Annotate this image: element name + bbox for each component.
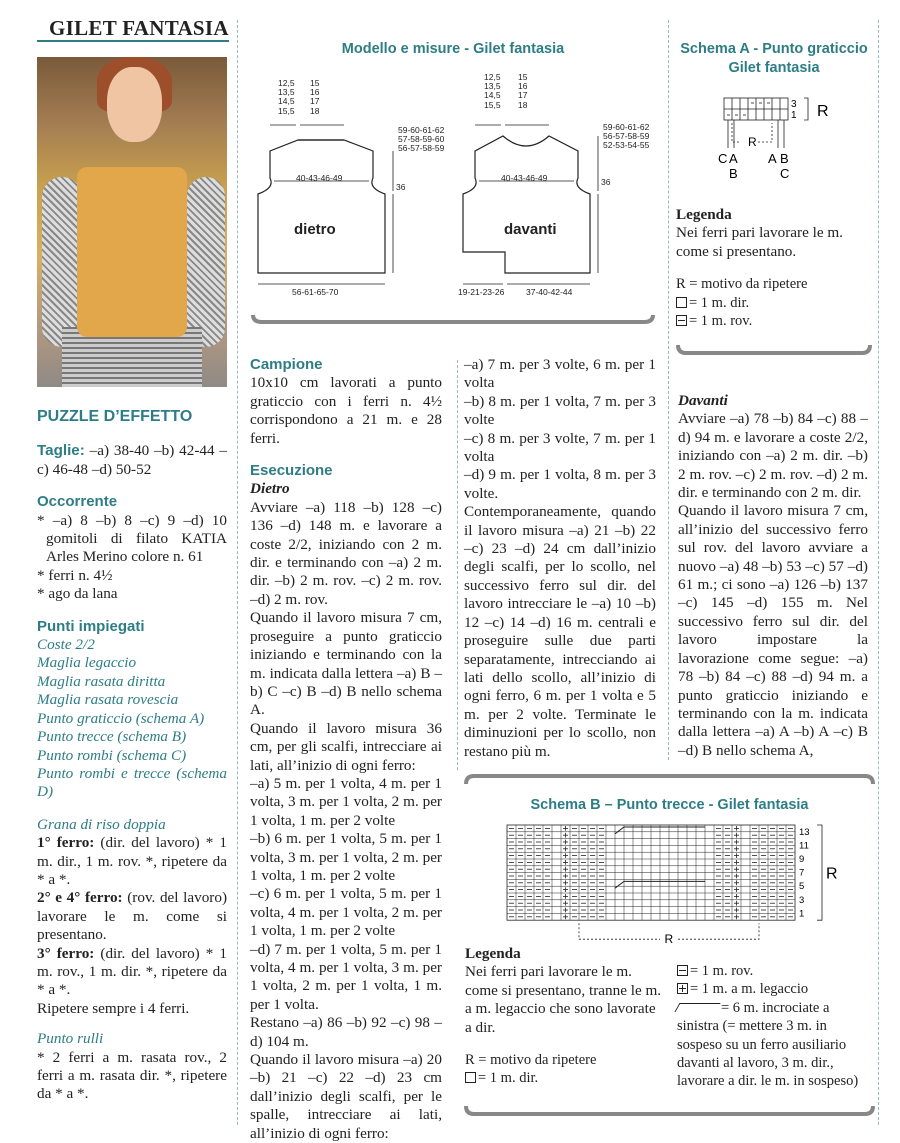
punto-item: Punto trecce (schema B) [37,728,187,746]
row-number: 5 [799,881,805,893]
svg-text:A: A [729,151,738,166]
svg-text:A: A [768,151,777,166]
punto-item: Punto graticcio (schema A) [37,709,205,727]
schema-a-title: Schema A - Punto graticcio Gilet fantasia [680,41,868,76]
divider [668,20,669,760]
legaccio-stitch-icon [677,983,688,994]
repeat-r-bottom: R [748,135,757,149]
campione-heading: Campione [250,356,323,373]
svg-text:B: B [729,166,738,181]
punto-item: Maglia rasata rovescia [37,691,179,709]
modello-box [248,28,658,328]
svg-text:B: B [780,151,789,166]
paragraph: Avviare –a) 78 –b) 84 –c) 88 –d) 94 m. e lavorare a coste 2/2, iniziando con –a) 2 m. dir. –b) 2 m. rov. –c) 2 m. rov. –d) 2 m. dir. e terminando con 2 m. dir. [678,410,868,502]
dietro-height: 36 [396,182,406,192]
paragraph: –c) 6 m. per 1 volta, 5 m. per 1 volta, 4 m. per 1 volta, 2 m. per 1 volta, 1 m. per 2 volte [250,885,442,940]
schema-a-legend [676,206,872,330]
scroll-curl [462,1102,877,1122]
grana-row: 2° e 4° ferro: (rov. del lavoro) lavorare le m. come si presentano. [37,889,228,944]
paragraph: Avviare –a) 118 –b) 128 –c) 136 –d) 148 m. e lavorare a coste 2/2, iniziando con 2 m. dir. e terminando con –a) 2 m. dir. –b) 2 m. rov. –c) 2 m. rov. –d) 2 m. rov. [250,498,442,608]
row-number: 11 [799,840,809,852]
paragraph: –c) 8 m. per 3 volte, 7 m. per 1 volta [464,429,656,466]
davanti-width-1: 19-21-23-26 [458,287,505,297]
davanti-chest: 40-43-46-49 [501,173,548,183]
paragraph: Quando il lavoro misura 36 cm, per gli scalfi, intrecciare ai lati, all’inizio di ogni ferro: [250,719,442,774]
legenda-text: Nei ferri pari lavorare le m. come si presentano. [676,224,843,260]
dietro-label: dietro [294,221,336,238]
schema-b-legend-left [465,945,665,1088]
davanti-text [678,392,868,760]
legend-item: = 1 m. a m. legaccio [677,980,873,998]
paragraph: Quando il lavoro misura 7 cm, all’inizio del successivo ferro sul rov. del lavoro avviare a nuovo –a) 48 –b) 53 –c) 57 –d) 61 m.; ci sono –a) 126 –b) 137 –c) 145 –d) 155 m. Nel successivo ferro sul dir. del lavoro impostare la lavorazione come segue: –a) 78 –b) 84 –c) 88 –d) 94 m. a punto graticcio iniziando e terminando con la m. indicata dalla lettera –a) A –b) A –c) B –d) B nello schema A, [678,502,868,759]
grana-end: Ripetere sempre i 4 ferri. [37,999,190,1017]
svg-text:C: C [718,151,728,166]
repeat-r: R [826,865,838,883]
row-number: 7 [799,867,805,879]
title-underline [37,40,229,42]
cable-cross-icon [674,1003,720,1012]
occorrente-item: * ago da lana [37,585,118,603]
row-3: 3 [791,99,797,110]
row-1: 1 [791,110,797,121]
paragraph: –b) 6 m. per 1 volta, 5 m. per 1 volta, 3 m. per 1 volta, 2 m. per 1 volta, 1 m. per 2 volte [250,830,442,884]
esecuzione-heading: Esecuzione [250,462,333,480]
dietro-width: 56-61-65-70 [292,287,339,297]
schema-b-legend-right [677,962,873,1091]
modello-title: Modello e misure - Gilet fantasia [341,41,565,57]
column-1-text [37,408,227,1104]
legend-item: = 1 m. dir. [676,294,872,312]
paragraph: –a) 7 m. per 3 volte, 6 m. per 1 volta [464,356,656,392]
divider [237,20,238,1125]
paragraph: Quando il lavoro misura –a) 20 –b) 21 –c) 22 –d) 23 cm dall’inizio degli scalfi, per le spalle, intrecciare ai lati, all’inizio di ogni ferro: [250,1051,442,1142]
legenda-text: Nei ferri pari lavorare le m. come si presentano, tranne le m. a m. legaccio che sono lavorate a dir. [465,963,662,1036]
scroll-curl [676,343,872,363]
legend-item: R = motivo da ripetere [465,1052,597,1069]
legend-item: = 1 m. dir. [465,1069,665,1087]
davanti-arm-measures: 59-60-61-62 56-57-58-59 52-53-54-55 [603,122,650,151]
grana-heading: Grana di riso doppia [37,815,166,833]
column-2-text [250,356,442,1143]
legend-item: = 6 m. incrociate a sinistra (= mettere 3 m. in sospeso su un ferro ausiliario davanti al lavoro, 3 m. dir., lavorare a dir. le m. in sospeso) [677,999,873,1091]
grana-row: 1° ferro: (dir. del lavoro) * 1 m. dir., 1 m. rov. *, ripetere da * a *. [37,834,227,888]
schema-a-box [676,40,872,365]
repeat-r: R [817,103,829,120]
model-photo [37,57,227,387]
punto-item: Maglia rasata diritta [37,672,166,690]
subtitle: PUZZLE D’EFFETTO [37,408,193,425]
scroll-curl [462,770,877,790]
dietro-shoulder-measures: 12,5 13,5 14,5 15,5 [278,78,295,116]
dietro-arm-measures: 59-60-61-62 57-58-59-60 56-57-58-59 [398,125,445,154]
punto-item: Coste 2/2 [37,636,95,654]
schema-b-box [462,770,877,1125]
paragraph: –a) 5 m. per 1 volta, 4 m. per 1 volta, 3 m. per 1 volta, 2 m. per 1 volta, 1 m. per 2 volte [250,774,442,829]
row-number: 1 [799,908,805,920]
paragraph: Restano –a) 86 –b) 92 –c) 98 –d) 104 m. [250,1014,442,1050]
svg-text:C: C [780,166,790,181]
paragraph: –d) 7 m. per 1 volta, 5 m. per 1 volta, 4 m. per 1 volta, 3 m. per 1 volta, 2 m. per 1 volta, 1 m. per 1 volta. [250,940,442,1013]
legenda-heading: Legenda [465,945,521,962]
paragraph: –b) 8 m. per 1 volta, 7 m. per 3 volte [464,392,656,429]
column-3-text [464,356,656,761]
schema-b-chart [462,820,877,950]
davanti-shoulder-measures: 12,5 13,5 14,5 15,5 [484,72,501,110]
davanti-height: 36 [601,177,611,187]
paragraph: Quando il lavoro misura 7 cm, proseguire a punto graticcio iniziando e terminando con la m. indicata dalla lettera –a) B –b) C –c) B –d) B nello schema A. [250,609,442,719]
schema-b-title: Schema B – Punto trecce - Gilet fantasia [530,797,809,813]
rulli-text: * 2 ferri a m. rasata rov., 2 ferri a m. rasata dir. *, ripetere da * a *. [37,1048,227,1103]
occorrente-item: * ferri n. 4½ [37,566,113,584]
taglie: Taglie: –a) 38-40 –b) 42-44 –c) 46-48 –d) 50-52 [37,442,227,478]
paragraph: Contemporaneamente, quando il lavoro misura –a) 21 –b) 22 –c) 23 –d) 24 cm dall’inizio degli scalfi, per lo scollo, nel successivo ferro sul dir. del lavoro intrecciare le –a) 10 –b) 12 –c) 14 –d) 16 m. centrali e proseguire sulle due parti separatamente, intrecciando ai lati dello scollo, all’inizio di ogni ferro, 6 m. per 1 volta e 5 m. per 2 volte. Terminate le diminuzioni per lo scollo, non restano più m. [464,503,656,760]
dietro-neck-measures: 15 16 17 18 [310,78,320,116]
legend-item: = 1 m. rov. [677,962,873,980]
divider [878,20,879,1125]
article-title: GILET FANTASIA [49,16,229,40]
rov-stitch-icon [677,965,688,976]
legenda-heading: Legenda [676,206,732,223]
punti-heading: Punti impiegati [37,617,145,635]
davanti-width-2: 37-40-42-44 [526,287,573,297]
repeat-r-bottom: R [664,932,674,947]
dietro-chest: 40-43-46-49 [296,173,343,183]
punto-item: Punto rombi (schema C) [37,746,187,764]
dietro-heading: Dietro [250,480,290,498]
legend-item: R = motivo da ripetere [676,276,808,293]
punto-item: Punto rombi e trecce (schema D) [37,764,227,801]
row-number: 13 [799,826,810,838]
occorrente-item: * –a) 8 –b) 8 –c) 9 –d) 10 gomitoli di filato KATIA Arles Merino colore n. 61 [37,511,227,566]
paragraph: –d) 9 m. per 1 volta, 8 m. per 3 volte. [464,466,656,502]
row-number: 9 [799,854,805,865]
davanti-neck-measures: 15 16 17 18 [518,72,528,110]
campione-text: 10x10 cm lavorati a punto graticcio con i ferri n. 4½ corrispondono a 21 m. e 28 ferri. [250,374,442,447]
row-number: 3 [799,894,805,906]
punto-item: Maglia legaccio [37,654,137,672]
rov-stitch-icon [676,315,687,326]
davanti-heading: Davanti [678,392,728,409]
repeat-bracket [817,825,822,920]
divider [457,360,458,770]
grana-row: 3° ferro: (dir. del lavoro) * 1 m. rov., 1 m. dir. *, ripetere da * a *. [37,944,227,999]
rulli-heading: Punto rulli [37,1030,104,1048]
occorrente-heading: Occorrente [37,493,118,511]
dir-stitch-icon [465,1072,476,1083]
dir-stitch-icon [676,297,687,308]
davanti-label: davanti [504,221,557,238]
legend-item: = 1 m. rov. [676,312,872,330]
